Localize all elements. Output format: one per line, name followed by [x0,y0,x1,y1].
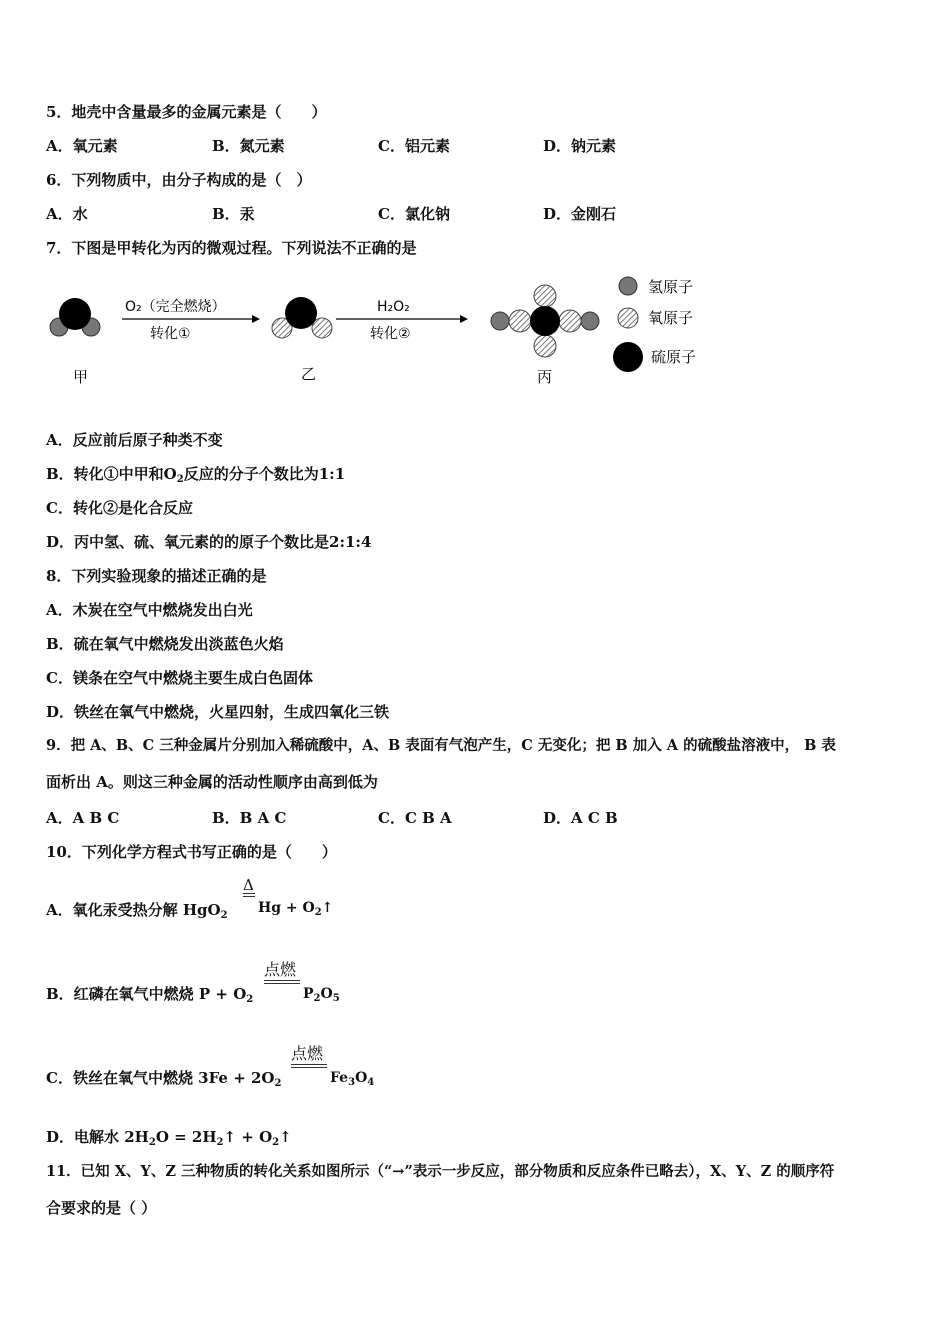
q6-stem: 6．下列物质中，由分子构成的是（ ） [46,171,312,189]
q8-option-a[interactable]: A．木炭在空气中燃烧发出白光 [46,601,253,619]
q6-option-d[interactable]: D．金刚石 [543,205,617,223]
legend-sulfur [613,342,696,372]
arrow1-bottom-label: 转化① [150,326,191,342]
q10-a-products: $Hg + O_2↑$ [258,900,334,918]
q9-option-a[interactable]: A．A B C [46,809,120,827]
molecule-bing [491,285,599,357]
label-yi: 乙 [301,365,317,383]
q10-c-condition: 点燃 [291,1044,324,1063]
q10-a-double-line-bottom [243,896,255,897]
q8-option-c[interactable]: C．镁条在空气中燃烧主要生成白色固体 [46,669,313,687]
arrow2-head [460,315,468,323]
q9-stem-line2: 面析出 A。则这三种金属的活动性顺序由高到低为 [46,773,378,791]
q11-stem-line2: 合要求的是（ ） [46,1199,157,1217]
arrow2-bottom-label: 转化② [370,326,411,342]
molecule-jia [50,298,100,336]
q10-a-double-line-top [243,893,255,894]
q10-b-double-line-bottom [264,983,300,984]
q5-option-d[interactable]: D．钠元素 [543,137,617,155]
label-bing: 丙 [537,368,553,386]
molecule-transformation-diagram [40,275,720,395]
q7-option-b[interactable]: B．转化①中甲和$O_2$反应的分子个数比为1:1 [46,465,346,485]
q8-option-b[interactable]: B．硫在氧气中燃烧发出淡蓝色火焰 [46,635,284,653]
q5-stem: 5．地壳中含量最多的金属元素是（ ） [46,103,327,121]
q10-b-products: $P_2O_5$ [303,986,340,1004]
q6-option-c[interactable]: C．氯化钠 [378,205,450,223]
q9-stem-line1: 9．把 A、B、C 三种金属片分别加入稀硫酸中，A、B 表面有气泡产生，C 无变化；把 B 加入 A 的硫酸盐溶液中， B 表 [46,737,836,754]
arrow2-top-label: H₂O₂ [377,299,410,315]
q6-option-a[interactable]: A．水 [46,205,88,223]
q7-option-d[interactable]: D．丙中氢、硫、氧元素的的原子个数比是2:1:4 [46,533,372,551]
q10-c-double-line-top [291,1064,327,1065]
q10-option-d[interactable]: D．电解水 $2H_2O$ = $2H_2↑$ + $O_2↑$ [46,1128,292,1148]
svg-text:氧原子: 氧原子 [648,309,694,327]
q5-option-c[interactable]: C．铝元素 [378,137,450,155]
q8-stem: 8．下列实验现象的描述正确的是 [46,567,267,585]
q7-stem: 7．下图是甲转化为丙的微观过程。下列说法不正确的是 [46,239,417,257]
q9-option-d[interactable]: D．A C B [543,809,618,827]
q10-stem: 10．下列化学方程式书写正确的是（ ） [46,843,337,861]
q10-option-c[interactable]: C．铁丝在氧气中燃烧 $3Fe + 2O_2$ [46,1069,282,1089]
arrow1-head [252,315,260,323]
q10-b-double-line-top [264,980,300,981]
q10-c-products: $Fe_3O_4$ [330,1070,375,1088]
q6-option-b[interactable]: B．汞 [212,205,255,223]
q10-b-condition: 点燃 [264,960,297,979]
q11-stem-line1: 11．已知 X、Y、Z 三种物质的转化关系如图所示（“→”表示一步反应，部分物质和反应条件已略去），X、Y、Z 的顺序符 [46,1163,835,1180]
q10-c-double-line-bottom [291,1067,327,1068]
label-jia: 甲 [73,368,89,386]
q5-option-a[interactable]: A．氧元素 [46,137,118,155]
legend-oxygen [618,308,693,328]
arrow1-top-label: O₂（完全燃烧） [125,299,226,315]
q7-option-c[interactable]: C．转化②是化合反应 [46,499,193,517]
q7-option-a[interactable]: A．反应前后原子种类不变 [46,431,223,449]
q5-option-b[interactable]: B．氮元素 [212,137,285,155]
q9-option-b[interactable]: B．B A C [212,809,287,827]
q9-option-c[interactable]: C．C B A [378,809,452,827]
q10-option-a[interactable]: A．氧化汞受热分解 HgO$_2$ [46,901,228,921]
q8-option-d[interactable]: D．铁丝在氧气中燃烧，火星四射，生成四氧化三铁 [46,703,390,721]
legend-hydrogen [619,277,693,296]
q10-option-b[interactable]: B．红磷在氧气中燃烧 $P + O_2$ [46,985,254,1005]
molecule-yi [272,297,332,338]
q10-a-condition: Δ [243,876,254,894]
svg-text:氢原子: 氢原子 [648,278,694,296]
svg-text:硫原子: 硫原子 [651,348,697,366]
